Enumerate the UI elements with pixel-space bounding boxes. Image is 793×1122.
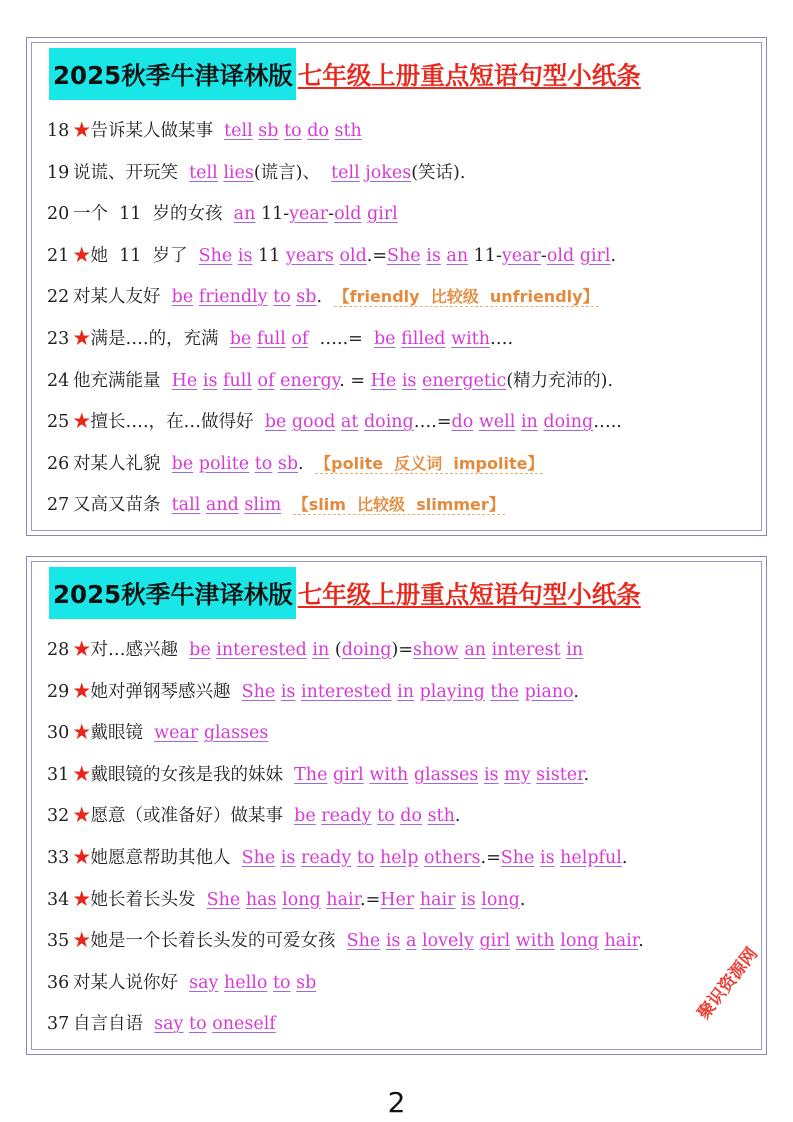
- chinese-meaning: 告诉某人做某事: [90, 121, 225, 141]
- english-word: lies: [223, 162, 254, 183]
- row-number: 26: [47, 453, 70, 474]
- english-word: well: [478, 412, 516, 433]
- punctuation-text: -: [540, 245, 547, 266]
- english-word: friendly: [198, 287, 268, 308]
- row-number: 22: [47, 287, 70, 308]
- english-word: say: [189, 972, 219, 993]
- english-word: with: [515, 931, 555, 952]
- phrase-row: [47, 968, 756, 1010]
- star-icon: ★: [73, 889, 91, 910]
- english-word: tell: [189, 162, 218, 183]
- punctuation-text: 11: [252, 245, 286, 266]
- chinese-meaning: 擅长….，在…做得好: [90, 412, 265, 433]
- english-word: girl: [479, 931, 511, 952]
- english-word: playing: [419, 681, 485, 702]
- english-word: hair: [419, 889, 456, 910]
- english-word: hello: [224, 972, 268, 993]
- phrase-row: [47, 843, 756, 885]
- chinese-meaning: 愿意（或准备好）做某事: [90, 806, 295, 827]
- english-word: do: [307, 121, 329, 141]
- chinese-meaning: 对某人礼貌: [73, 453, 172, 474]
- title-main: 七年级上册重点短语句型小纸条: [297, 60, 641, 90]
- english-word: in: [397, 681, 414, 702]
- english-word: and: [205, 495, 239, 516]
- english-word: the: [490, 681, 520, 702]
- chinese-meaning: 对某人友好: [73, 287, 172, 308]
- english-word: with: [451, 328, 490, 349]
- english-word: at: [340, 412, 359, 433]
- punctuation-text: 11-: [255, 204, 290, 225]
- row-number: 31: [47, 764, 70, 785]
- english-word: is: [426, 245, 441, 266]
- punctuation-text: .=: [360, 889, 381, 910]
- english-word: She: [206, 889, 241, 910]
- english-word: doing: [363, 412, 414, 433]
- punctuation-text: .=: [366, 245, 388, 266]
- english-word: girl: [367, 204, 398, 225]
- english-word: is: [539, 847, 555, 868]
- english-word: be: [229, 328, 252, 349]
- punctuation-text: …..=: [308, 328, 374, 349]
- punctuation-text: . =: [339, 370, 371, 391]
- english-word: is: [280, 681, 296, 702]
- english-word: year: [501, 245, 541, 266]
- chinese-meaning: 又高又苗条: [73, 495, 172, 516]
- english-word: She: [241, 847, 276, 868]
- title-highlight: 2025秋季牛津译林版: [49, 48, 296, 100]
- english-word: help: [379, 847, 419, 868]
- english-word: full: [223, 370, 252, 391]
- punctuation-text: …..: [593, 412, 622, 433]
- row-number: 34: [47, 889, 70, 910]
- phrase-list-2: [47, 635, 756, 1051]
- phrase-row: [47, 677, 756, 719]
- row-number: 20: [47, 204, 70, 225]
- phrase-row: [47, 407, 756, 449]
- english-word: She: [198, 245, 233, 266]
- punctuation-text: .: [298, 453, 310, 474]
- english-word: lovely: [422, 931, 474, 952]
- phrase-row: [47, 885, 756, 927]
- english-word: is: [483, 764, 499, 785]
- phrase-row: [47, 324, 756, 366]
- english-word: sb: [296, 287, 317, 308]
- page-number: 2: [387, 1086, 406, 1119]
- english-word: energetic: [421, 370, 507, 391]
- row-number: 23: [47, 328, 70, 349]
- star-icon: ★: [73, 121, 91, 141]
- star-icon: ★: [73, 931, 91, 952]
- english-word: She: [346, 931, 381, 952]
- chinese-meaning: 自言自语: [73, 1014, 155, 1035]
- english-word: interested: [300, 681, 392, 702]
- english-word: glasses: [413, 764, 479, 785]
- english-word: be: [189, 640, 211, 660]
- english-word: He: [370, 370, 397, 391]
- star-icon: ★: [73, 723, 91, 744]
- english-word: slim: [244, 495, 282, 516]
- english-word: hair: [326, 889, 361, 910]
- english-word: be: [294, 806, 316, 827]
- english-word: of: [291, 328, 309, 349]
- english-word: an: [446, 245, 469, 266]
- english-word: to: [377, 806, 395, 827]
- english-word: doing: [543, 412, 594, 433]
- punctuation-text: (: [329, 640, 342, 660]
- star-icon: ★: [73, 764, 91, 785]
- phrase-card-2: [26, 556, 767, 1055]
- row-number: 35: [47, 931, 70, 952]
- english-word: She: [500, 847, 535, 868]
- watermark-stamp: 聚识资源网: [693, 944, 763, 1024]
- english-word: filled: [401, 328, 446, 349]
- english-word: an: [233, 204, 256, 225]
- english-word: to: [272, 972, 291, 993]
- english-word: is: [237, 245, 253, 266]
- chinese-meaning: 戴眼镜的女孩是我的妹妹: [90, 764, 295, 785]
- english-word: oneself: [212, 1014, 276, 1035]
- punctuation-text: (精力充沛的).: [506, 370, 614, 391]
- punctuation-text: .: [573, 681, 579, 702]
- english-word: is: [280, 847, 296, 868]
- phrase-row: [47, 490, 756, 532]
- english-word: The: [294, 764, 328, 785]
- chinese-meaning: 她 11 岁了: [90, 245, 199, 266]
- chinese-meaning: 戴眼镜: [90, 723, 155, 744]
- english-word: old: [546, 245, 575, 266]
- english-word: tall: [171, 495, 201, 516]
- punctuation-text: .: [621, 847, 628, 868]
- grammar-note: 【slim 比较级 slimmer】: [292, 495, 505, 515]
- english-word: an: [464, 640, 487, 660]
- punctuation-text: .: [583, 764, 590, 785]
- english-word: interested: [216, 640, 307, 660]
- chinese-meaning: 她是一个长着长头发的可爱女孩: [90, 931, 347, 952]
- english-word: wear: [154, 723, 199, 744]
- english-word: hair: [604, 931, 639, 952]
- phrase-row: [47, 366, 756, 408]
- english-word: girl: [579, 245, 611, 266]
- english-word: is: [202, 370, 218, 391]
- chinese-meaning: 对…感兴趣: [90, 640, 190, 660]
- english-word: He: [171, 370, 198, 391]
- punctuation-text: ….=: [413, 412, 452, 433]
- english-word: show: [413, 640, 459, 660]
- english-word: be: [373, 328, 396, 349]
- phrase-row: [47, 199, 756, 241]
- phrase-row: [47, 241, 756, 283]
- star-icon: ★: [73, 640, 91, 660]
- row-number: 19: [47, 162, 70, 183]
- phrase-row: [47, 801, 756, 843]
- row-number: 28: [47, 640, 70, 660]
- english-word: to: [284, 121, 302, 141]
- chinese-meaning: 他充满能量: [73, 370, 172, 391]
- english-word: to: [273, 287, 291, 308]
- star-icon: ★: [73, 245, 91, 266]
- row-number: 32: [47, 806, 70, 827]
- english-word: jokes: [365, 162, 412, 183]
- chinese-meaning: 她对弹钢琴感兴趣: [90, 681, 242, 702]
- row-number: 21: [47, 245, 70, 266]
- english-word: interest: [491, 640, 561, 660]
- english-word: years: [285, 245, 334, 266]
- english-word: helpful: [560, 847, 622, 868]
- phrase-row: [47, 760, 756, 802]
- english-word: do: [400, 806, 422, 827]
- english-word: a: [405, 931, 417, 952]
- english-word: do: [451, 412, 474, 433]
- english-word: polite: [198, 453, 250, 474]
- row-number: 37: [47, 1014, 70, 1035]
- row-number: 25: [47, 412, 70, 433]
- english-word: ready: [321, 806, 372, 827]
- chinese-meaning: 她长着长头发: [90, 889, 207, 910]
- english-word: ready: [300, 847, 352, 868]
- punctuation-text: )=: [391, 640, 413, 660]
- punctuation-text: .: [638, 931, 644, 952]
- phrase-row: [47, 116, 756, 158]
- english-word: in: [520, 412, 538, 433]
- phrase-row: [47, 158, 756, 200]
- punctuation-text: .=: [480, 847, 501, 868]
- punctuation-text: (笑话).: [411, 162, 466, 183]
- phrase-row: [47, 926, 756, 968]
- english-word: to: [254, 453, 273, 474]
- english-word: to: [356, 847, 375, 868]
- english-word: is: [401, 370, 417, 391]
- english-word: others: [423, 847, 481, 868]
- english-word: in: [566, 640, 584, 660]
- grammar-note: 【polite 反义词 impolite】: [315, 453, 544, 473]
- star-icon: ★: [73, 412, 91, 433]
- english-word: is: [385, 931, 401, 952]
- english-word: sb: [277, 453, 299, 474]
- english-word: sth: [427, 806, 455, 827]
- chinese-meaning: 说谎、开玩笑: [73, 162, 190, 183]
- row-number: 18: [47, 121, 70, 141]
- english-word: full: [256, 328, 286, 349]
- english-word: is: [461, 889, 476, 910]
- punctuation-text: 11-: [468, 245, 502, 266]
- english-word: She: [241, 681, 276, 702]
- english-word: doing: [341, 640, 392, 660]
- english-word: tell: [224, 121, 253, 141]
- punctuation-text: .: [519, 889, 526, 910]
- star-icon: ★: [73, 681, 91, 702]
- row-number: 27: [47, 495, 70, 516]
- phrase-row: [47, 449, 756, 491]
- english-word: long: [560, 931, 599, 952]
- punctuation-text: .: [316, 287, 328, 308]
- chinese-meaning: 一个 11 岁的女孩: [73, 204, 234, 225]
- punctuation-text: -: [328, 204, 335, 225]
- english-word: of: [257, 370, 275, 391]
- english-word: with: [369, 764, 409, 785]
- punctuation-text: ….: [489, 328, 514, 349]
- english-word: has: [245, 889, 277, 910]
- english-word: energy: [280, 370, 340, 391]
- english-word: sth: [334, 121, 362, 141]
- star-icon: ★: [73, 847, 91, 868]
- phrase-list-1: [47, 116, 756, 532]
- english-word: be: [171, 453, 194, 474]
- punctuation-text: (谎言)、: [253, 162, 332, 183]
- row-number: 24: [47, 370, 70, 391]
- phrase-card-1: [26, 37, 767, 536]
- english-word: in: [312, 640, 330, 660]
- card-title: [49, 48, 641, 100]
- english-word: old: [339, 245, 367, 266]
- english-word: good: [291, 412, 336, 433]
- english-word: Her: [380, 889, 415, 910]
- phrase-row: [47, 718, 756, 760]
- card-title: [49, 567, 641, 619]
- chinese-meaning: 满是….的，充满: [90, 328, 230, 349]
- row-number: 36: [47, 972, 70, 993]
- chinese-meaning: 她愿意帮助其他人: [90, 847, 242, 868]
- english-word: girl: [333, 764, 364, 785]
- row-number: 33: [47, 847, 70, 868]
- english-word: sister: [536, 764, 584, 785]
- row-number: 30: [47, 723, 70, 744]
- english-word: year: [289, 204, 329, 225]
- english-word: She: [387, 245, 421, 266]
- phrase-row: [47, 282, 756, 324]
- english-word: tell: [331, 162, 360, 183]
- row-number: 29: [47, 681, 70, 702]
- punctuation-text: .: [454, 806, 461, 827]
- star-icon: ★: [73, 328, 91, 349]
- star-icon: ★: [73, 806, 91, 827]
- english-word: sb: [296, 972, 317, 993]
- english-word: long: [282, 889, 321, 910]
- chinese-meaning: 对某人说你好: [73, 972, 190, 993]
- english-word: piano: [524, 681, 574, 702]
- english-word: say: [154, 1014, 184, 1035]
- phrase-row: [47, 635, 756, 677]
- english-word: sb: [258, 121, 279, 141]
- english-word: be: [171, 287, 194, 308]
- grammar-note: 【friendly 比较级 unfriendly】: [333, 287, 599, 307]
- english-word: to: [189, 1014, 207, 1035]
- english-word: long: [481, 889, 520, 910]
- phrase-row: [47, 1009, 756, 1051]
- english-word: glasses: [203, 723, 269, 744]
- title-main: 七年级上册重点短语句型小纸条: [297, 579, 641, 609]
- english-word: be: [264, 412, 287, 433]
- punctuation-text: [281, 495, 287, 515]
- punctuation-text: .: [610, 245, 617, 266]
- title-highlight: 2025秋季牛津译林版: [49, 567, 296, 619]
- english-word: old: [334, 204, 362, 225]
- english-word: my: [504, 764, 531, 785]
